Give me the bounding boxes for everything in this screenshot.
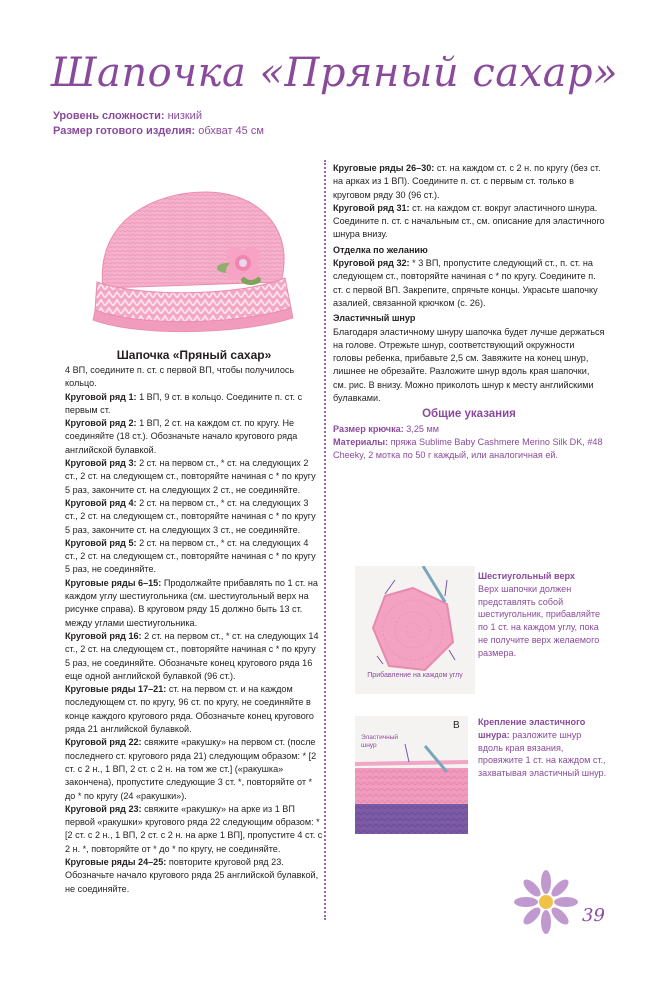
- row-item: [65, 537, 323, 577]
- row-text: 2 ст. на первом ст., * ст. на следующих 4 ст., 2 ст. на следующем ст., повторяйте начиная с * по кругу 5 раз, не соединяйте.: [65, 537, 316, 575]
- row-label: Круговой ряд 2:: [65, 418, 137, 429]
- strap-label: Эластичный шнур: [361, 734, 399, 749]
- pattern-title: Шапочка «Пряный сахар»: [116, 348, 272, 362]
- row-label: Круговой ряд 5:: [65, 537, 137, 548]
- row-text: свяжите «ракушку» на первом ст. (после последнего ст. кругового ряда 21) следующим образом: * [2 ст. с 2 н., 1 ВП, 2 ст. с 2 н. на том же ст.] («ракушка» закончена), пропустите следующие 3 ст. *, повторяйте от * до * по кругу (24 «ракушки»).: [65, 737, 317, 801]
- row-item: [65, 856, 323, 896]
- difficulty-value: низкий: [167, 110, 202, 122]
- row-text: Продолжайте прибавлять по 1 ст. на каждом углу шестиугольника (см. шестиугольный верх на рисунке справа). В круговом ряду 15 должно быть 13 ст. между углами шестиугольника.: [65, 577, 318, 628]
- hook-label: Размер крючка:: [333, 423, 404, 434]
- size-label: Размер готового изделия:: [53, 125, 196, 137]
- intro-text: 4 ВП, соедините п. ст. с первой ВП, чтобы получилось кольцо.: [65, 365, 295, 389]
- strap-caption-text: разложите шнур вдоль края вязания, провяжите 1 ст. на каждом ст., захватывая эластичный шнур.: [478, 729, 607, 779]
- row-label: Круговые ряды 17–21:: [65, 684, 167, 695]
- strap-caption-title: Крепление эластичного шнура:: [478, 717, 586, 740]
- materials-label: Материалы:: [333, 436, 389, 447]
- row-text: 1 ВП, 2 ст. на каждом ст. по кругу. Не соединяйте (18 ст.). Обозначьте начало кругового ряда английской булавкой.: [65, 418, 298, 455]
- row-label: Круговые ряды 26–30:: [333, 163, 435, 173]
- row-label: Круговой ряд 4:: [65, 497, 137, 508]
- row-label: Круговые ряды 6–15:: [65, 577, 162, 588]
- page-title: Шапочка «Пряный сахар»: [50, 50, 619, 96]
- difficulty-label: Уровень сложности:: [53, 110, 165, 122]
- row-item: [65, 417, 323, 457]
- row-text: 2 ст. на первом ст., * ст. на следующих 14 ст., 2 ст. на следующем ст., повторяйте начиная с * по кругу 5 раз, не соединяйте. Обозначьте конец кругового ряда 16 еще одной английской булавкой (96 ст.).: [65, 630, 319, 681]
- row-item: [65, 577, 323, 630]
- row-item: [65, 630, 323, 683]
- row-text: ст. на каждом ст. вокруг эластичного шнура. Соедините п. ст. с начальным ст., см. описание для эластичного шнура внизу.: [333, 202, 605, 240]
- materials: [333, 436, 605, 463]
- elastic-text: Благодаря эластичному шнуру шапочка будет лучше держаться на голове. Отрежьте шнур, соответствующий окружности головы ребенка, прибавьте 2,5 см. Завяжите на конец шнур, лишнее не обрезайте. Разложите шнур вдоль края шапочки, см. рис. В внизу. Можно приколоть шнур к месту английскими булавками.: [333, 326, 605, 404]
- general-title: Общие указания: [422, 408, 516, 421]
- row-text: повторите круговой ряд 23. Обозначьте начало кругового ряда 25 английской булавкой, не соединяйте.: [65, 856, 319, 894]
- hook-size: [333, 423, 605, 436]
- hexagon-caption-text: Верх шапочки должен представлять собой шестиугольник, прибавляйте по 1 ст. на каждом углу, пока не получите верх желаемого размера.: [478, 583, 601, 658]
- row-item: [333, 202, 605, 242]
- row-item: [65, 391, 323, 418]
- row-label: Круговой ряд 23:: [65, 803, 142, 814]
- finish-title: Отделка по желанию: [333, 244, 428, 255]
- row-label: Круговой ряд 16:: [65, 630, 142, 641]
- elastic-title: Эластичный шнур: [333, 313, 416, 324]
- row-label: Круговой ряд 22:: [65, 737, 142, 748]
- row-text: ст. на каждом ст. с 2 н. по кругу (без ст. на арках из 1 ВП). Соедините п. ст. с первым ст. только в круговом ряду 30 (96 ст.).: [333, 163, 601, 200]
- hexagon-caption: [478, 570, 608, 660]
- page-number: 39: [582, 905, 605, 926]
- row-text: ст. на первом ст. и на каждом последующем ст. по кругу, 96 ст. по кругу, не соединяйте в конце каждого кругового ряда. Обозначьте конец кругового ряда 21 английской булавкой.: [65, 684, 314, 735]
- column-divider: [324, 160, 326, 920]
- row-item: [65, 683, 323, 736]
- row-item: [65, 457, 323, 497]
- size-line: [53, 125, 264, 137]
- row-label: Круговой ряд 1:: [65, 391, 137, 402]
- row-text: свяжите «ракушку» на арке из 1 ВП первой «ракушки» кругового ряда 22 следующим образом: * [2 ст. с 2 н., 1 ВП, 2 ст. с 2 н. на арке 1 ВП], пропустите 4 ст. с 2 н. *, повторяйте от * до * по кругу, не соединяйте.: [65, 803, 323, 854]
- row-label: Круговой ряд 31:: [333, 202, 410, 213]
- row-text: 2 ст. на первом ст., * ст. на следующих 2 ст., 2 ст. на следующем ст., повторяйте начиная с * по кругу 5 раз, закончите ст. на следующих 2 ст., не соединяйте.: [65, 458, 316, 495]
- row-item: [333, 162, 605, 202]
- row-label: Круговой ряд 32:: [333, 258, 410, 269]
- hat-photo: [65, 170, 315, 342]
- materials-value: пряжа Sublime Baby Cashmere Merino Silk DK, #48 Cheeky, 2 мотка по 50 г каждый, или аналогичная ей.: [333, 436, 603, 461]
- row-item: [65, 736, 323, 802]
- row-text: 2 ст. на первом ст., * ст. на следующих 3 ст., 2 ст. на следующем ст., повторяйте начиная с * по кругу 5 раз, закончите ст. на следующих 3 ст., не соединяйте.: [65, 497, 316, 535]
- row-label: Круговые ряды 24–25:: [65, 856, 167, 867]
- row-text: 1 ВП, 9 ст. в кольцо. Соедините п. ст. с первым ст.: [65, 391, 303, 415]
- strap-letter: B: [453, 720, 460, 731]
- hexagon-label: Прибавление на каждом углу: [367, 672, 463, 679]
- finish-row: [333, 257, 605, 310]
- size-value: обхват 45 см: [198, 125, 264, 137]
- row-item: [65, 803, 323, 856]
- hexagon-figure: [355, 566, 475, 694]
- hook-value: 3,25 мм: [406, 423, 439, 434]
- right-column: [333, 162, 605, 463]
- hexagon-caption-title: Шестиугольный верх: [478, 571, 575, 581]
- strap-figure: [355, 716, 468, 834]
- difficulty-line: [53, 110, 202, 122]
- left-column: [65, 348, 323, 896]
- row-text: * 3 ВП, пропустите следующий ст., п. ст. на следующем ст., повторяйте начиная с * по кругу. Соедините п. ст. с первой ВП. Закрепите, спрячьте концы. Украсьте шапочку азалией, связанной крючком (с. 26).: [333, 258, 598, 308]
- flower-ornament-icon: [514, 870, 578, 934]
- row-item: [65, 497, 323, 537]
- strap-caption: [478, 716, 608, 780]
- row-label: Круговой ряд 3:: [65, 458, 137, 469]
